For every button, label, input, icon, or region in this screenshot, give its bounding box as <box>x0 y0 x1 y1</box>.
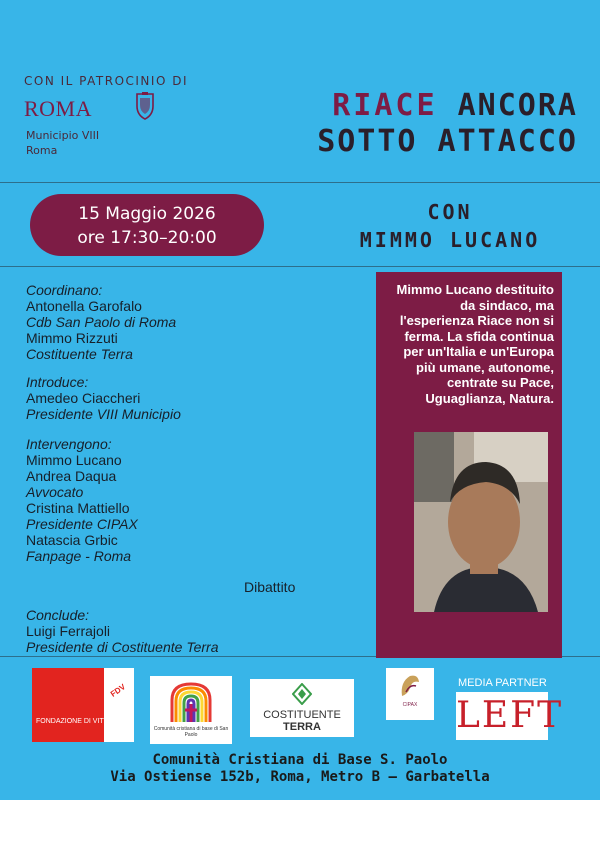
title-line-2: SOTTO ATTACCO <box>317 124 578 159</box>
person-name: Mimmo Rizzuti <box>26 330 118 346</box>
dibattito-label: Dibattito <box>244 579 296 595</box>
person-role: Fanpage - Roma <box>26 548 132 564</box>
person-name: Amedeo Ciaccheri <box>26 390 141 406</box>
person-name: Cristina Mattiello <box>26 500 130 516</box>
section-label: Conclude: <box>26 607 90 623</box>
person-name: Luigi Ferrajoli <box>26 623 111 639</box>
description-panel <box>376 272 562 658</box>
venue-footer <box>0 752 600 786</box>
panel-description: Mimmo Lucano destituito da sindaco, ma l'esperienza Riace non si ferma. La sfida continua per un'Italia e un'Europa più umane, autonome, centrate su Pace, Uguaglianza, Natura. <box>396 282 554 406</box>
ct-line-1: COSTITUENTE <box>263 709 341 721</box>
section-label: Introduce: <box>26 374 89 390</box>
section-label: Intervengono: <box>26 436 112 452</box>
person-role: Cdb San Paolo di Roma <box>26 314 177 330</box>
person-role: Costituente Terra <box>26 346 133 362</box>
person-name: Natascia Grbic <box>26 532 118 548</box>
portrait-image <box>414 432 548 612</box>
person-role: Avvocato <box>26 484 84 500</box>
guest-name: MIMMO LUCANO <box>359 228 541 252</box>
ct-caption <box>250 709 354 733</box>
con-label: CON <box>427 200 473 224</box>
rainbow-icon <box>150 676 232 724</box>
roma-crest-icon <box>134 92 156 120</box>
ct-line-2: TERRA <box>283 721 321 733</box>
main-title <box>317 88 578 160</box>
section-label: Coordinano: <box>26 282 103 298</box>
media-partner-label: MEDIA PARTNER <box>458 677 547 689</box>
left-logo <box>456 692 564 740</box>
program-coordinano <box>26 282 176 362</box>
municipio-city: Roma <box>26 144 58 157</box>
person-name: Antonella Garofalo <box>26 298 142 314</box>
fdv-abbr: FDV <box>108 682 128 699</box>
mimmo-lucano-photo <box>414 432 548 612</box>
divider-line <box>0 266 600 267</box>
cdb-caption: Comunità cristiana di base di San Paolo <box>153 726 229 738</box>
leaf-icon <box>292 683 312 705</box>
cipax-caption: CIPAX <box>402 702 418 708</box>
cipax-logo <box>386 668 434 720</box>
fdv-red-block <box>32 668 104 742</box>
person-role: Presidente VIII Municipio <box>26 406 181 422</box>
person-role: Presidente CIPAX <box>26 516 138 532</box>
roma-logo-text: ROMA <box>24 96 93 121</box>
venue-name: Comunità Cristiana di Base S. Paolo <box>152 752 448 768</box>
title-riace: RIACE <box>332 88 438 123</box>
program-introduce <box>26 374 181 422</box>
divider-line <box>0 182 600 183</box>
left-wordmark: LEFT <box>456 695 564 736</box>
date-badge <box>30 194 264 256</box>
program-conclude <box>26 607 218 655</box>
venue-address: Via Ostiense 152b, Roma, Metro B – Garbatella <box>110 769 490 785</box>
costituente-terra-logo <box>250 679 354 737</box>
title-ancora: ANCORA <box>457 88 578 123</box>
person-name: Andrea Daqua <box>26 468 117 484</box>
cdb-san-paolo-logo <box>150 676 232 744</box>
patronage-label: CON IL PATROCINIO DI <box>24 74 188 88</box>
event-date: 15 Maggio 2026 <box>78 204 216 224</box>
fdv-name: FONDAZIONE DI VITTORIO <box>36 718 126 725</box>
event-time: ore 17:30–20:00 <box>77 228 217 248</box>
person-name: Mimmo Lucano <box>26 452 122 468</box>
municipio-label <box>26 128 99 158</box>
program-intervengono <box>26 436 138 564</box>
dove-icon <box>398 672 422 700</box>
municipio-name: Municipio VIII <box>26 129 100 142</box>
person-role: Presidente di Costituente Terra <box>26 639 219 655</box>
fondazione-di-vittorio-logo <box>32 668 134 742</box>
